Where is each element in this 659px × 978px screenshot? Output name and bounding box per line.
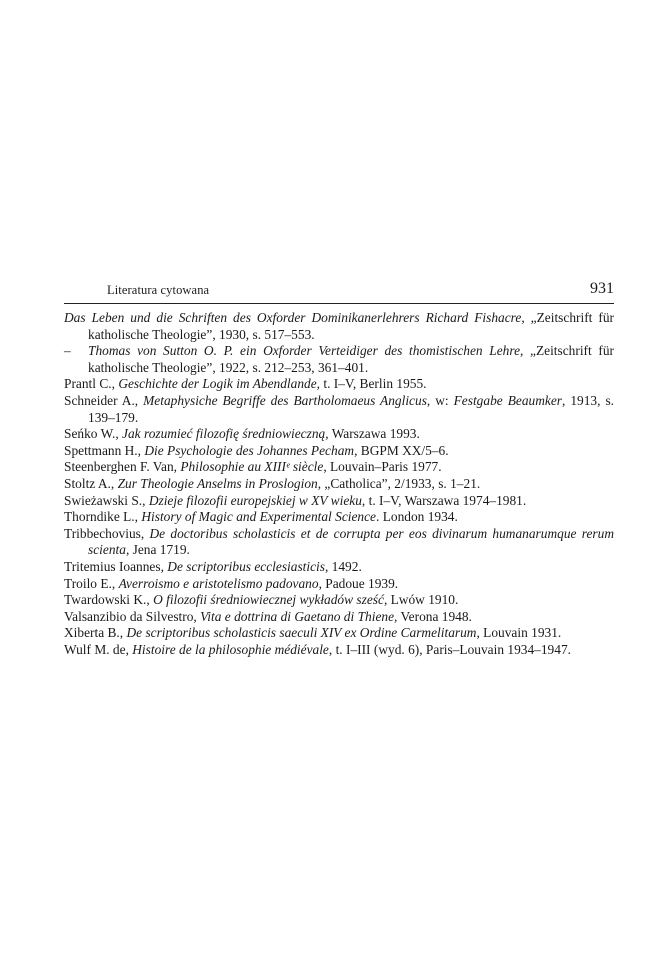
work-title: Das Leben und die Schriften des Oxforder Dominikanerlehrers Richard Fishacre <box>64 310 522 325</box>
work-title: Die Psychologie des Johannes Pecham <box>144 442 355 458</box>
author: Swieżawski S., <box>64 492 149 508</box>
bibliography-entry: Xiberta B., De scriptoribus scholasticis saeculi XIV ex Ordine Carmelitarum, Louvain 1931. <box>64 625 562 641</box>
bibliography-entry: Tritemius Ioannes, De scriptoribus ecclesiasticis, 1492. <box>64 558 362 574</box>
bibliography-list <box>64 310 614 658</box>
header-rule <box>64 303 614 304</box>
author: Valsanzibio da Silvestro, <box>64 608 201 624</box>
ditto-dash: – <box>64 343 71 359</box>
work-title: Averroismo e aristotelismo padovano <box>118 575 319 591</box>
author: Spettmann H., <box>64 442 145 458</box>
work-title: O filozofii średniowiecznej wykładów sześć <box>153 592 384 608</box>
bibliography-entry: Seńko W., Jak rozumieć filozofię średniowieczną, Warszawa 1993. <box>64 426 420 442</box>
author: Thorndike L., <box>64 509 142 525</box>
author: Twardowski K., <box>64 592 154 608</box>
work-title: Thomas von Sutton O. P. ein Oxforder Verteidiger des thomistischen Lehre <box>88 343 521 359</box>
bibliography-entry: – Thomas von Sutton O. P. ein Oxforder Verteidiger des thomistischen Lehre, „Zeitschrift für katholische Theologie”, 1922, s. 212–253, 361–401. <box>64 343 615 375</box>
work-title: Philosophie au XIIIᵉ siècle <box>180 459 324 475</box>
bibliography-entry: Swieżawski S., Dzieje filozofii europejskiej w XV wieku, t. I–V, Warszawa 1974–1981. <box>64 492 527 508</box>
bibliography-entry: Das Leben und die Schriften des Oxforder Dominikanerlehrers Richard Fishacre, „Zeitschrift für katholische Theologie”, 1930, s. 517–553. <box>64 310 614 342</box>
author: Seńko W., <box>64 426 123 442</box>
author: Schneider A., <box>64 392 144 408</box>
work-title: De doctoribus scholasticis et de corrupta per eos divinarum humanarumque rerum scienta <box>88 525 614 558</box>
bibliography-entry: Prantl C., Geschichte der Logik im Abendlande, t. I–V, Berlin 1955. <box>64 376 427 392</box>
author: Steenberghen F. Van, <box>64 459 181 475</box>
work-title: De scriptoribus scholasticis saeculi XIV ex Ordine Carmelitarum <box>126 625 477 641</box>
author: Tribbechovius, <box>64 525 150 541</box>
bibliography-entry: Twardowski K., O filozofii średniowiecznej wykładów sześć, Lwów 1910. <box>64 592 459 608</box>
bibliography-entry: Valsanzibio da Silvestro, Vita e dottrina di Gaetano di Thiene, Verona 1948. <box>64 608 472 624</box>
bibliography-entry: Stoltz A., Zur Theologie Anselms in Proslogion, „Catholica”, 2/1933, s. 1–21. <box>64 475 481 491</box>
collection-title: Festgabe Beaumker <box>453 392 562 408</box>
author: Xiberta B., <box>64 625 127 641</box>
page-number: 931 <box>590 280 614 297</box>
bibliography-entry: Thorndike L., History of Magic and Experimental Science. London 1934. <box>64 509 458 525</box>
bibliography-entry: Steenberghen F. Van, Philosophie au XIIIᵉ siècle, Louvain–Paris 1977. <box>64 459 442 475</box>
work-title: De scriptoribus ecclesiasticis <box>167 558 325 574</box>
author: Prantl C., <box>64 376 119 392</box>
work-title: Histoire de la philosophie médiévale <box>132 641 329 657</box>
work-title: Dzieje filozofii europejskiej w XV wieku <box>148 492 362 508</box>
work-title: Jak rozumieć filozofię średniowieczną <box>122 426 326 442</box>
running-head-title: Literatura cytowana <box>107 283 210 297</box>
author: Stoltz A., <box>64 475 118 491</box>
author: Wulf M. de, <box>64 641 133 657</box>
bibliography-entry: Tribbechovius, De doctoribus scholasticis et de corrupta per eos divinarum humanarumque rerum scienta, Jena 1719. <box>64 525 614 558</box>
bibliography-entry: Spettmann H., Die Psychologie des Johannes Pecham, BGPM XX/5–6. <box>64 442 449 458</box>
bibliography-entry: Troilo E., Averroismo e aristotelismo padovano, Padoue 1939. <box>64 575 399 591</box>
work-title: Zur Theologie Anselms in Proslogion <box>117 475 318 491</box>
work-title: Geschichte der Logik im Abendlande <box>118 376 317 392</box>
bibliography-entry: Schneider A., Metaphysiche Begriffe des Bartholomaeus Anglicus, w: Festgabe Beaumker, 1913, s. 139–179. <box>64 392 614 425</box>
work-title: Metaphysiche Begriffe des Bartholomaeus Anglicus <box>143 392 427 408</box>
author: Troilo E., <box>64 575 119 591</box>
bibliography-entry: Wulf M. de, Histoire de la philosophie médiévale, t. I–III (wyd. 6), Paris–Louvain 1934–1947. <box>64 641 571 657</box>
work-title: History of Magic and Experimental Science <box>141 509 377 525</box>
running-head <box>64 280 614 300</box>
work-title: Vita e dottrina di Gaetano di Thiene <box>200 608 395 624</box>
author: Tritemius Ioannes, <box>64 558 168 574</box>
